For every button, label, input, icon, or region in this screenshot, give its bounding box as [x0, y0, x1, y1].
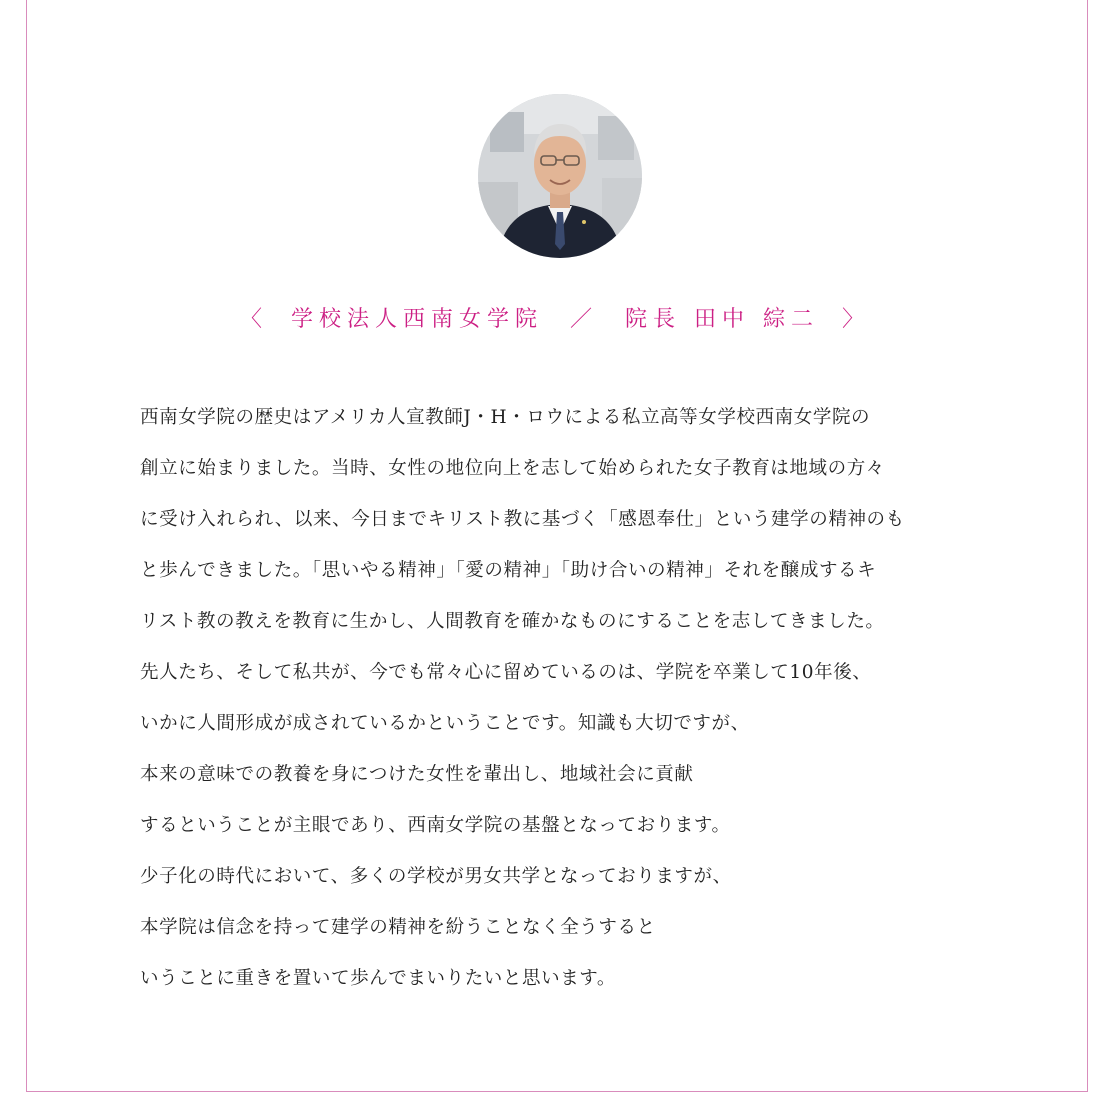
- organization-name: 学校法人西南女学院: [290, 307, 543, 332]
- message-line: 本学院は信念を持って建学の精神を紛うことなく全うすると: [140, 917, 656, 938]
- message-line: 先人たち、そして私共が、今でも常々心に留めているのは、学院を卒業して10年後、: [140, 662, 872, 683]
- message-line: に受け入れられ、以来、今日までキリスト教に基づく「感恩奉仕」という建学の精神のも: [140, 509, 905, 530]
- message-line: リスト教の教えを教育に生かし、人間教育を確かなものにすることを志してきました。: [140, 611, 885, 632]
- portrait-photo-icon: [478, 94, 642, 258]
- message-line: と歩んできました。「思いやる精神」「愛の精神」「助け合いの精神」それを醸成するキ: [140, 560, 877, 581]
- message-line: いかに人間形成が成されているかということです。知識も大切ですが、: [140, 713, 750, 734]
- message-line: 本来の意味での教養を身につけた女性を輩出し、地域社会に貢献: [140, 764, 694, 785]
- person-name: 田中 綜二: [694, 307, 820, 332]
- position-title: 院長: [625, 307, 682, 332]
- message-line: 西南女学院の歴史はアメリカ人宣教師J・H・ロウによる私立高等女学校西南女学院の: [140, 407, 871, 428]
- message-line: 少子化の時代において、多くの学校が男女共学となっておりますが、: [140, 866, 732, 887]
- caption-close-bracket: 〉: [842, 307, 871, 332]
- caption-open-bracket: 〈: [239, 307, 268, 332]
- portrait-photo: [478, 94, 642, 258]
- greeting-message: [140, 398, 1040, 1010]
- profile-caption: [0, 302, 1110, 333]
- message-line: 創立に始まりました。当時、女性の地位向上を志して始められた女子教育は地域の方々: [140, 458, 885, 479]
- message-line: するということが主眼であり、西南女学院の基盤となっております。: [140, 815, 731, 836]
- caption-separator: ／: [569, 307, 598, 332]
- message-line: いうことに重きを置いて歩んでまいりたいと思います。: [140, 968, 617, 989]
